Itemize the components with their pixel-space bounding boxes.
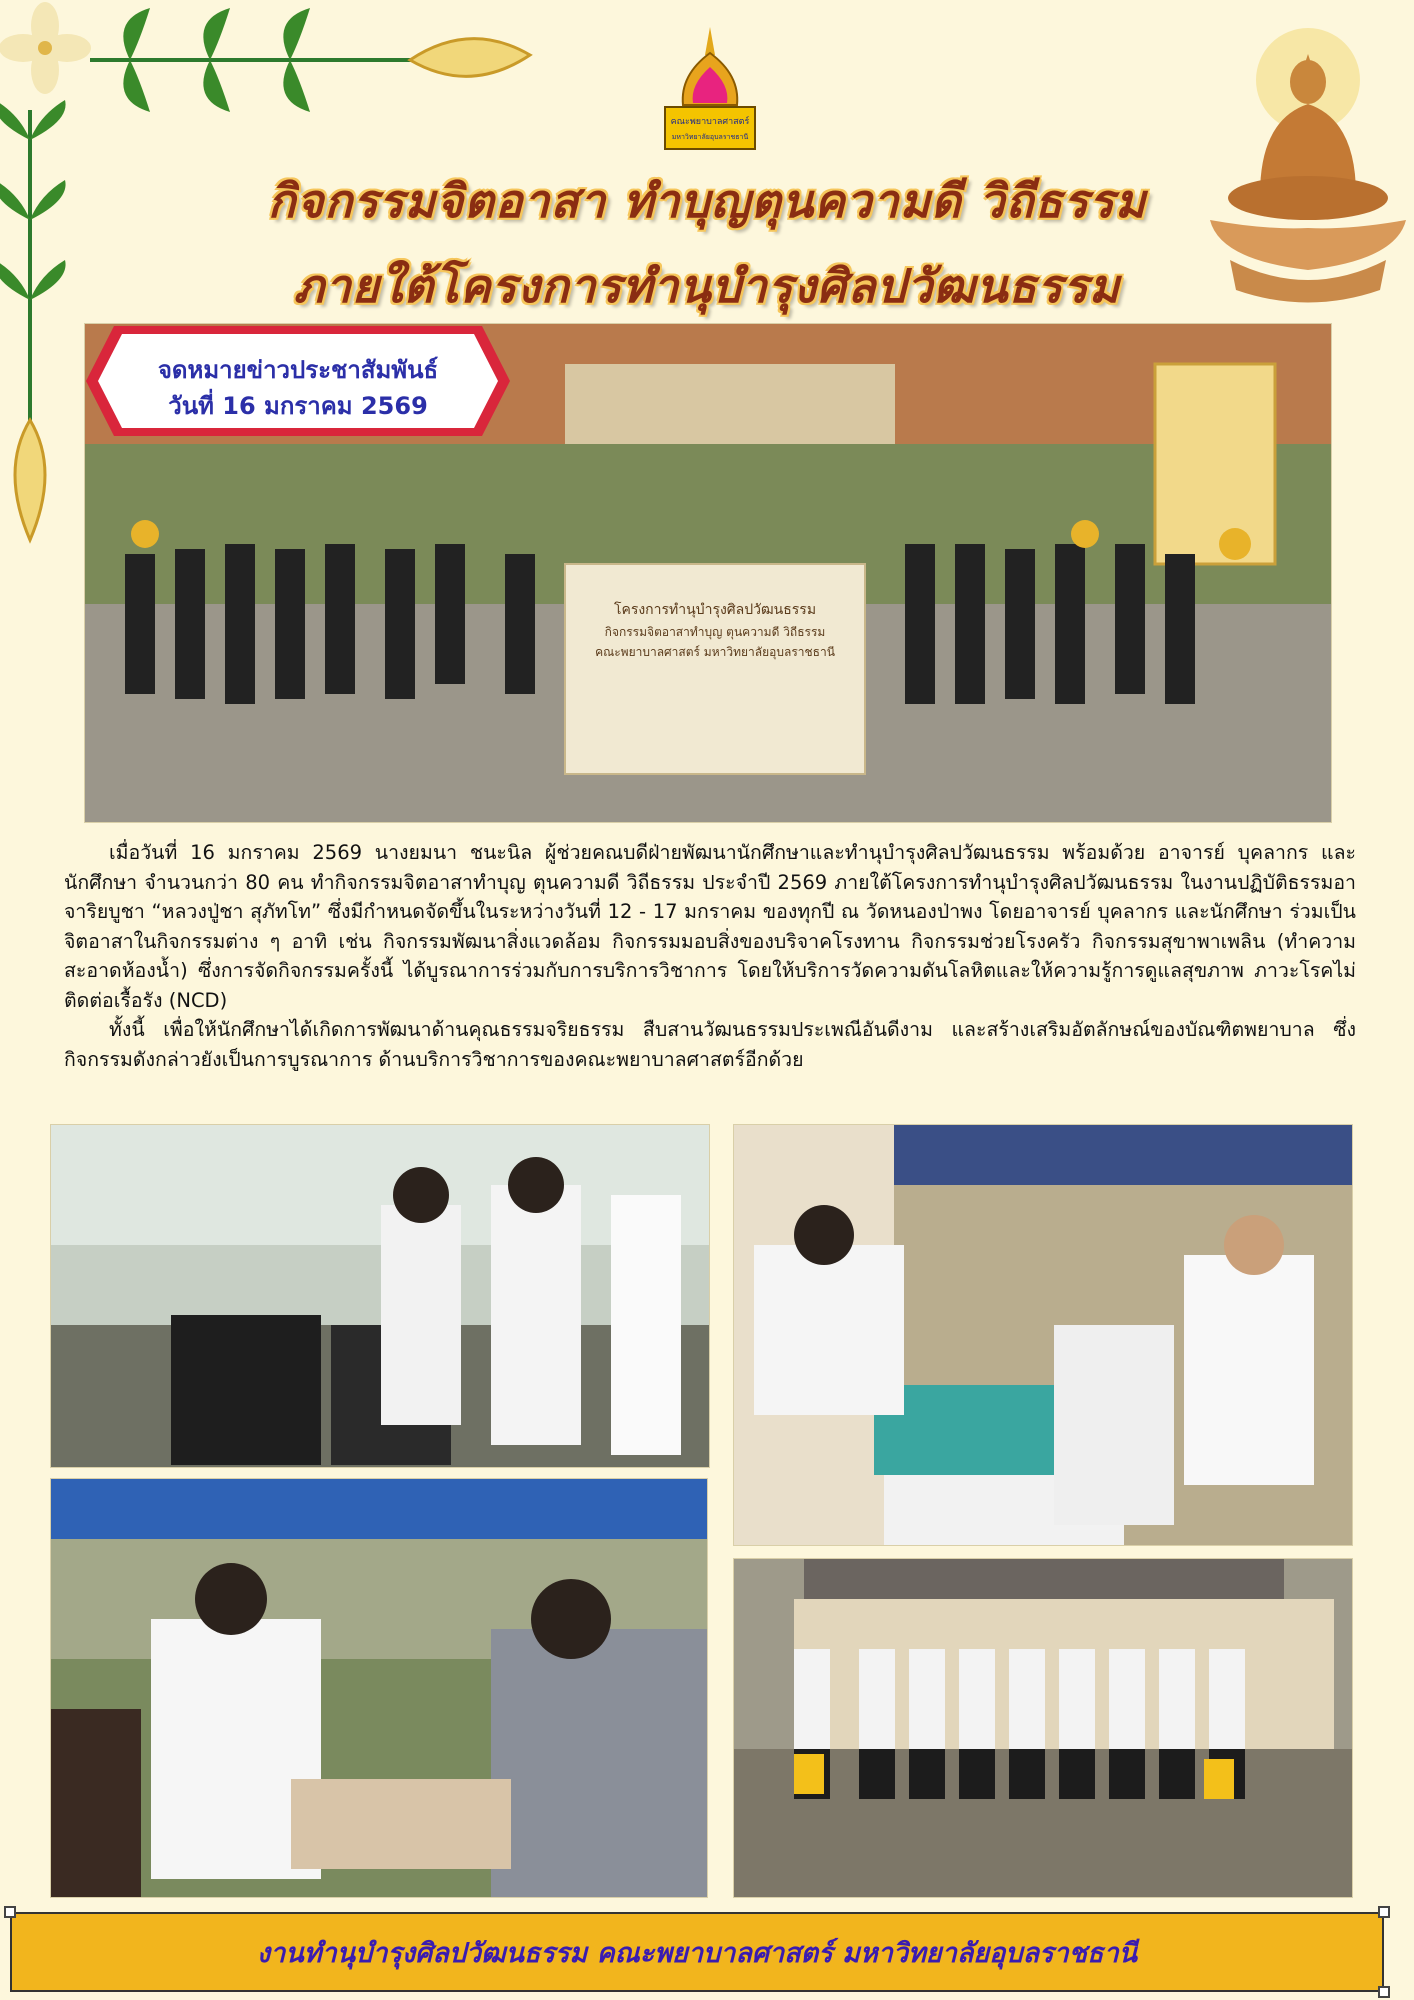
photo-health-service (733, 1124, 1353, 1546)
page-title-line1: กิจกรรมจิตอาสา ทำบุญตุนความดี วิถีธรรม (267, 174, 1147, 228)
photo-kitchen-donation (50, 1478, 708, 1898)
footer-banner (10, 1912, 1384, 1992)
resize-handle-top-right[interactable] (1378, 1906, 1390, 1918)
photo-environment-cleanup (50, 1124, 710, 1468)
page-title-line2: ภายใต้โครงการทำนุบำรุงศิลปวัฒนธรรม (293, 259, 1121, 313)
banner-line2: กิจกรรมจิตอาสาทำบุญ ตุนความดี วิถีธรรม (604, 625, 826, 639)
banner-line3: คณะพยาบาลศาสตร์ มหาวิทยาลัยอุบลราชธานี (595, 645, 835, 659)
footer-text: งานทำนุบำรุงศิลปวัฒนธรรม คณะพยาบาลศาสตร์ มหาวิทยาลัยอุบลราชธานี (256, 1937, 1138, 1969)
resize-handle-top-left[interactable] (4, 1906, 16, 1918)
logo-text-line1: คณะพยาบาลศาสตร์ (670, 117, 750, 127)
badge-line2: วันที่ 16 มกราคม 2569 (168, 392, 428, 420)
article-paragraph-1: เมื่อวันที่ 16 มกราคม 2569 นางยมนา ชนะนิล ผู้ช่วยคณบดีฝ่ายพัฒนานักศึกษาและทำนุบำรุงศิลปวัฒนธรรม พร้อมด้วย อาจารย์ บุคลากร และนักศึกษา จำนวนกว่า 80 คน ทำกิจกรรมจิตอาสาทำบุญ ตุนความดี วิถีธรรม ประจำปี 2569 ภายใต้โครงการทำนุบำรุงศิลปวัฒนธรรม ในงานปฏิบัติธรรมอาจาริยบูชา “หลวงปู่ชา สุภัทโท” ซึ่งมีกำหนดจัดขึ้นในระหว่างวันที่ 12 - 17 มกราคม ของทุกปี ณ วัดหนองป่าพง โดยอาจารย์ บุคลากร และนักศึกษา ร่วมเป็นจิตอาสาในกิจกรรมต่าง ๆ อาทิ เช่น กิจกรรมพัฒนาสิ่งแวดล้อม กิจกรรมมอบสิ่งของบริจาคโรงทาน กิจกรรมช่วยโรงครัว กิจกรรมสุขาพาเพลิน (ทำความสะอาดห้องน้ำ) ซึ่งการจัดกิจกรรมครั้งนี้ ได้บูรณาการร่วมกับการบริการวิชาการ โดยให้บริการวัดความดันโลหิตและให้ความรู้การดูแลสุขภาพ ภาวะโรคไม่ติดต่อเรื้อรัง (NCD) (64, 841, 1356, 1012)
badge-line1: จดหมายข่าวประชาสัมพันธ์ (157, 356, 439, 384)
faculty-logo-icon (655, 25, 765, 155)
article-paragraph-2: ทั้งนี้ เพื่อให้นักศึกษาได้เกิดการพัฒนาด้านคุณธรรมจริยธรรม สืบสานวัฒนธรรมประเพณีอันดีงาม และสร้างเสริมอัตลักษณ์ของบัณฑิตพยาบาล ซึ่งกิจกรรมดังกล่าวยังเป็นการบูรณาการ ด้านบริการวิชาการของคณะพยาบาลศาสตร์อีกด้วย (64, 1018, 1356, 1071)
photo-restroom-cleaning (733, 1558, 1353, 1898)
resize-handle-bottom-right[interactable] (1378, 1986, 1390, 1998)
logo-text-line2: มหาวิทยาลัยอุบลราชธานี (671, 133, 749, 141)
article-body (64, 838, 1356, 1074)
banner-line1: โครงการทำนุบำรุงศิลปวัฒนธรรม (613, 602, 817, 618)
